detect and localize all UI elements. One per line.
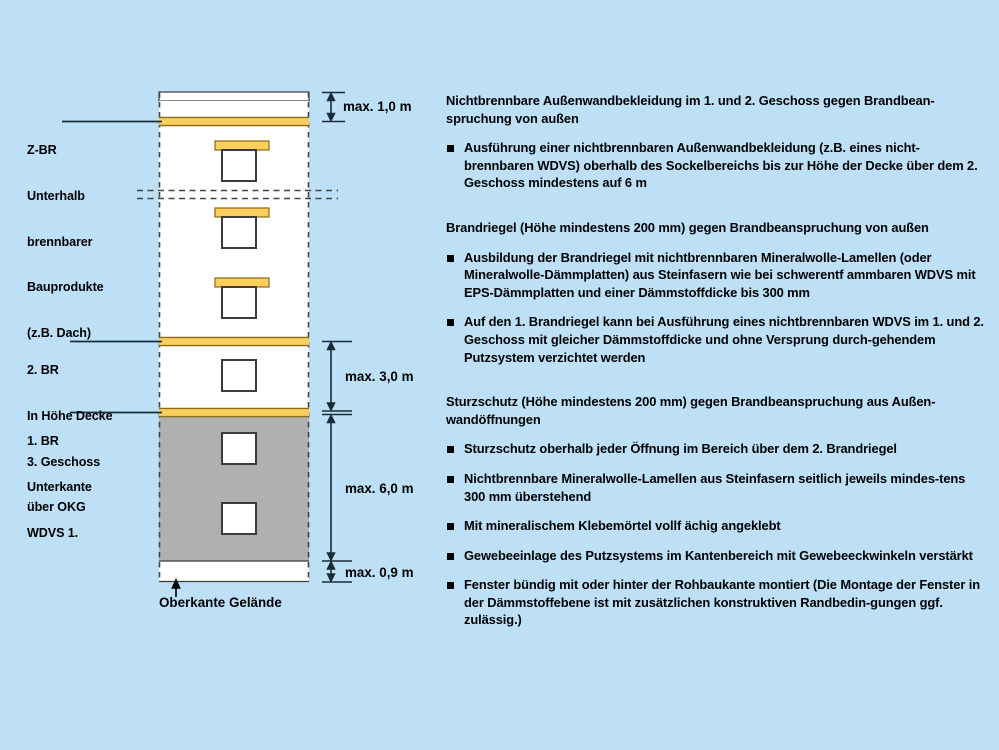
window-opening (222, 217, 256, 248)
bullet-item (446, 139, 986, 192)
section-heading: Brandriegel (Höhe mindestens 200 mm) gegen Brandbeanspruchung von außen (446, 219, 929, 235)
bullet-square-icon (447, 319, 454, 326)
callout-z-br-line-3: Bauprodukte (27, 280, 104, 295)
bullet-text: Gewebeeinlage des Putzsystems im Kantenbereich mit Gewebeeckwinkeln verstärkt (464, 547, 973, 563)
dimension-label-max-3-0: max. 3,0 m (345, 369, 414, 384)
bullet-item (446, 313, 986, 366)
brandriegel-z-br (159, 117, 309, 126)
bullet-item (446, 517, 986, 535)
dimension-label-max-6-0: max. 6,0 m (345, 481, 414, 496)
brandriegel-2-br (159, 337, 309, 346)
section-brandriegel (446, 219, 986, 366)
bullet-text: Ausbildung der Brandriegel mit nichtbrennbaren Mineralwolle-Lamellen (oder Mineralwolle-Dämmplatten) aus Steinfasern wie bei schwerentf ammbaren WDVS mit EPS-Dämmplatten und einer Dämmstoffdicke bis 300 mm (464, 249, 976, 300)
section-heading: Nichtbrennbare Außenwandbekleidung im 1. und 2. Geschoss gegen Brandbean-spruchung von außen (446, 93, 935, 126)
section-nichtbrennbare-aussenwandbekleidung (446, 92, 986, 192)
bullet-square-icon (447, 145, 454, 152)
callout-2-br-line-0: 2. BR (27, 363, 59, 378)
callout-z-br-line-0: Z-BR (27, 143, 57, 158)
roof-strip (159, 92, 309, 101)
bullet-square-icon (447, 476, 454, 483)
facade-below-ground (159, 561, 309, 582)
window-plain-3 (222, 503, 256, 534)
callout-2-br-line-3: über OKG (27, 500, 86, 515)
sturzschutz-lintel (215, 278, 269, 287)
dimension-max-1-0 (322, 93, 345, 122)
bullet-square-icon (447, 446, 454, 453)
section-spacer (446, 378, 986, 393)
window-opening (222, 287, 256, 318)
bullet-square-icon (447, 582, 454, 589)
callout-z-br-line-2: brennbarer (27, 234, 93, 249)
section-spacer (446, 204, 986, 219)
sturzschutz-lintel (215, 208, 269, 217)
dimension-label-max-1-0: max. 1,0 m (343, 99, 412, 114)
bullet-text: Ausführung einer nichtbrennbaren Außenwandbekleidung (z.B. eines nicht-brennbaren WDVS) oberhalb des Sockelbereichs bis zur Höhe der Decke über dem 2. Geschoss mindestens auf 6 m (464, 140, 978, 191)
ground-level-label: Oberkante Gelände (159, 595, 282, 610)
callout-2-br-line-2: 3. Geschoss (27, 454, 101, 469)
callout-1-br-label (27, 404, 92, 571)
requirements-text-column (446, 92, 986, 641)
callout-2-br-line-1: In Höhe Decke (27, 409, 113, 424)
bullet-item (446, 576, 986, 629)
bullet-item (446, 249, 986, 302)
bullet-item (446, 547, 986, 565)
callout-1-br-line-2: WDVS 1. (27, 525, 79, 540)
bullet-square-icon (447, 553, 454, 560)
bullet-square-icon (447, 523, 454, 530)
bullet-text: Fenster bündig mit oder hinter der Rohbaukante montiert (Die Montage der Fenster in der Dämmstoffebene ist mit zusätzlichen konstruktiven Randbedin-gungen ggf. zulässig.) (464, 577, 980, 628)
section-heading: Sturzschutz (Höhe mindestens 200 mm) gegen Brandbeanspruchung aus Außen-wandöffnungen (446, 394, 936, 427)
bullet-square-icon (447, 255, 454, 262)
building-section-diagram (0, 0, 440, 750)
bullet-text: Mit mineralischem Klebemörtel vollf ächig angeklebt (464, 518, 781, 534)
sturzschutz-lintel (215, 141, 269, 150)
dimension-lines (322, 93, 352, 583)
bullet-text: Nichtbrennbare Mineralwolle-Lamellen aus Steinfasern seitlich jeweils mindes-tens 300 mm überstehend (464, 470, 966, 504)
callout-1-br-line-1: Unterkante (27, 480, 92, 495)
dimension-label-max-0-9: max. 0,9 m (345, 565, 414, 580)
window-opening (222, 150, 256, 181)
section-sturzschutz (446, 393, 986, 629)
callout-z-br-line-4: (z.B. Dach) (27, 325, 91, 340)
callout-1-br-line-0: 1. BR (27, 434, 59, 449)
callout-z-br-line-1: Unterhalb (27, 189, 85, 204)
window-plain-1 (222, 360, 256, 391)
bullet-text: Auf den 1. Brandriegel kann bei Ausführung eines nichtbrennbaren WDVS im 1. und 2. Geschoss mit gleicher Dämmstoffdicke und ohne Versprung durch-gehendem Putzsystem verzichtet werden (464, 314, 984, 365)
bullet-item (446, 440, 986, 458)
bullet-text: Sturzschutz oberhalb jeder Öffnung im Bereich über dem 2. Brandriegel (464, 441, 897, 457)
bullet-item (446, 470, 986, 505)
window-plain-2 (222, 433, 256, 464)
brandriegel-1-br (159, 408, 309, 417)
